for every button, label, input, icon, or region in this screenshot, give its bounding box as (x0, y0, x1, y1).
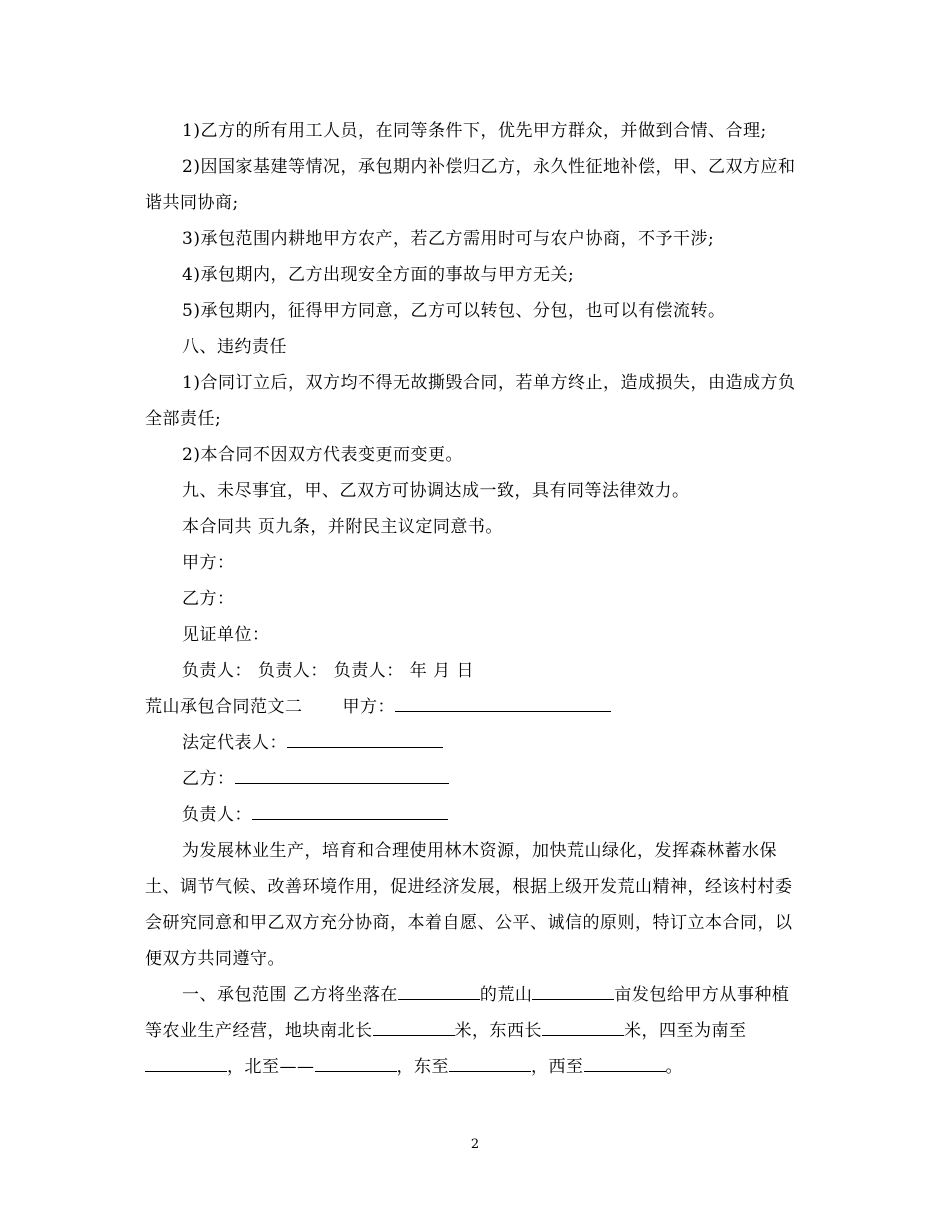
page-number: 2 (470, 1137, 480, 1152)
party-a-signature: 甲方： (182, 553, 235, 573)
ew-length-blank (542, 1013, 624, 1036)
south-boundary-blank (145, 1049, 227, 1072)
scope-text-1: 一、承包范围 乙方将坐落在 (182, 985, 398, 1005)
legal-rep-label: 法定代表人： (182, 733, 287, 753)
east-boundary-blank (449, 1049, 531, 1072)
scope-text-9: 。 (665, 1057, 683, 1077)
contract-2-preamble: 为发展林业生产，培育和合理使用林木资源，加快荒山绿化，发挥森林蓄水保土、调节气候、改善环境作用，促进经济发展，根据上级开发荒山精神，经该村村委会研究同意和甲乙双方充分协商，本着自愿、公平、诚信的原则，特订立本合同，以便双方共同遵守。 (145, 841, 793, 969)
contract-2-title: 荒山承包合同范文二 (145, 697, 303, 717)
scope-text-3: 亩发包给甲方从事种植等农业生产经营，地块南北长 (145, 985, 790, 1041)
party-b-blank (235, 761, 449, 784)
section-9: 九、未尽事宜，甲、乙双方可协调达成一致，具有同等法律效力。 (182, 481, 690, 501)
ns-length-blank (373, 1013, 455, 1036)
scope-text-2: 的荒山 (479, 985, 533, 1005)
document-body (145, 113, 805, 1085)
contract-2-title-line (145, 689, 805, 725)
section-8-heading: 八、违约责任 (182, 337, 287, 357)
legal-rep-blank (287, 725, 443, 748)
responsible-label: 负责人： (182, 805, 252, 825)
area-blank (532, 977, 614, 1000)
breach-item-1: 1)合同订立后，双方均不得无故撕毁合同，若单方终止，造成损失，由造成方负全部责任; (145, 373, 796, 429)
scope-text-5: 米，四至为南至 (624, 1021, 747, 1041)
clause-item-5: 5)承包期内，征得甲方同意，乙方可以转包、分包，也可以有偿流转。 (182, 301, 726, 321)
witness-signature: 见证单位： (182, 625, 270, 645)
scope-text-4: 米，东西长 (454, 1021, 542, 1041)
party-a-blank (395, 689, 611, 712)
party-b-line (145, 761, 805, 797)
clause-item-1: 1)乙方的所有用工人员，在同等条件下，优先甲方群众，并做到合情、合理; (182, 121, 767, 141)
total-pages-note: 本合同共 页九条，并附民主议定同意书。 (182, 517, 503, 537)
scope-text-6: ，北至—— (227, 1057, 315, 1077)
party-b-signature: 乙方： (182, 589, 235, 609)
party-b-label: 乙方： (182, 769, 235, 789)
responsible-blank (252, 797, 448, 820)
scope-text-7: ，东至 (396, 1057, 449, 1077)
location-blank (398, 977, 480, 1000)
scope-clause (145, 977, 805, 1085)
clause-item-4: 4)承包期内，乙方出现安全方面的事故与甲方无关; (182, 265, 575, 285)
legal-rep-line (145, 725, 805, 761)
responsible-line (145, 797, 805, 833)
clause-item-3: 3)承包范围内耕地甲方农产，若乙方需用时可与农户协商，不予干涉; (182, 229, 715, 249)
contract-2-party-a-label: 甲方： (342, 697, 395, 717)
north-boundary-blank (315, 1049, 397, 1072)
breach-item-2: 2)本合同不因双方代表变更而变更。 (182, 445, 463, 465)
west-boundary-blank (584, 1049, 666, 1072)
scope-text-8: ，西至 (531, 1057, 584, 1077)
responsible-signature-line: 负责人： 负责人： 负责人： 年 月 日 (182, 661, 475, 681)
clause-item-2: 2)因国家基建等情况，承包期内补偿归乙方，永久性征地补偿，甲、乙双方应和谐共同协商; (145, 157, 796, 213)
